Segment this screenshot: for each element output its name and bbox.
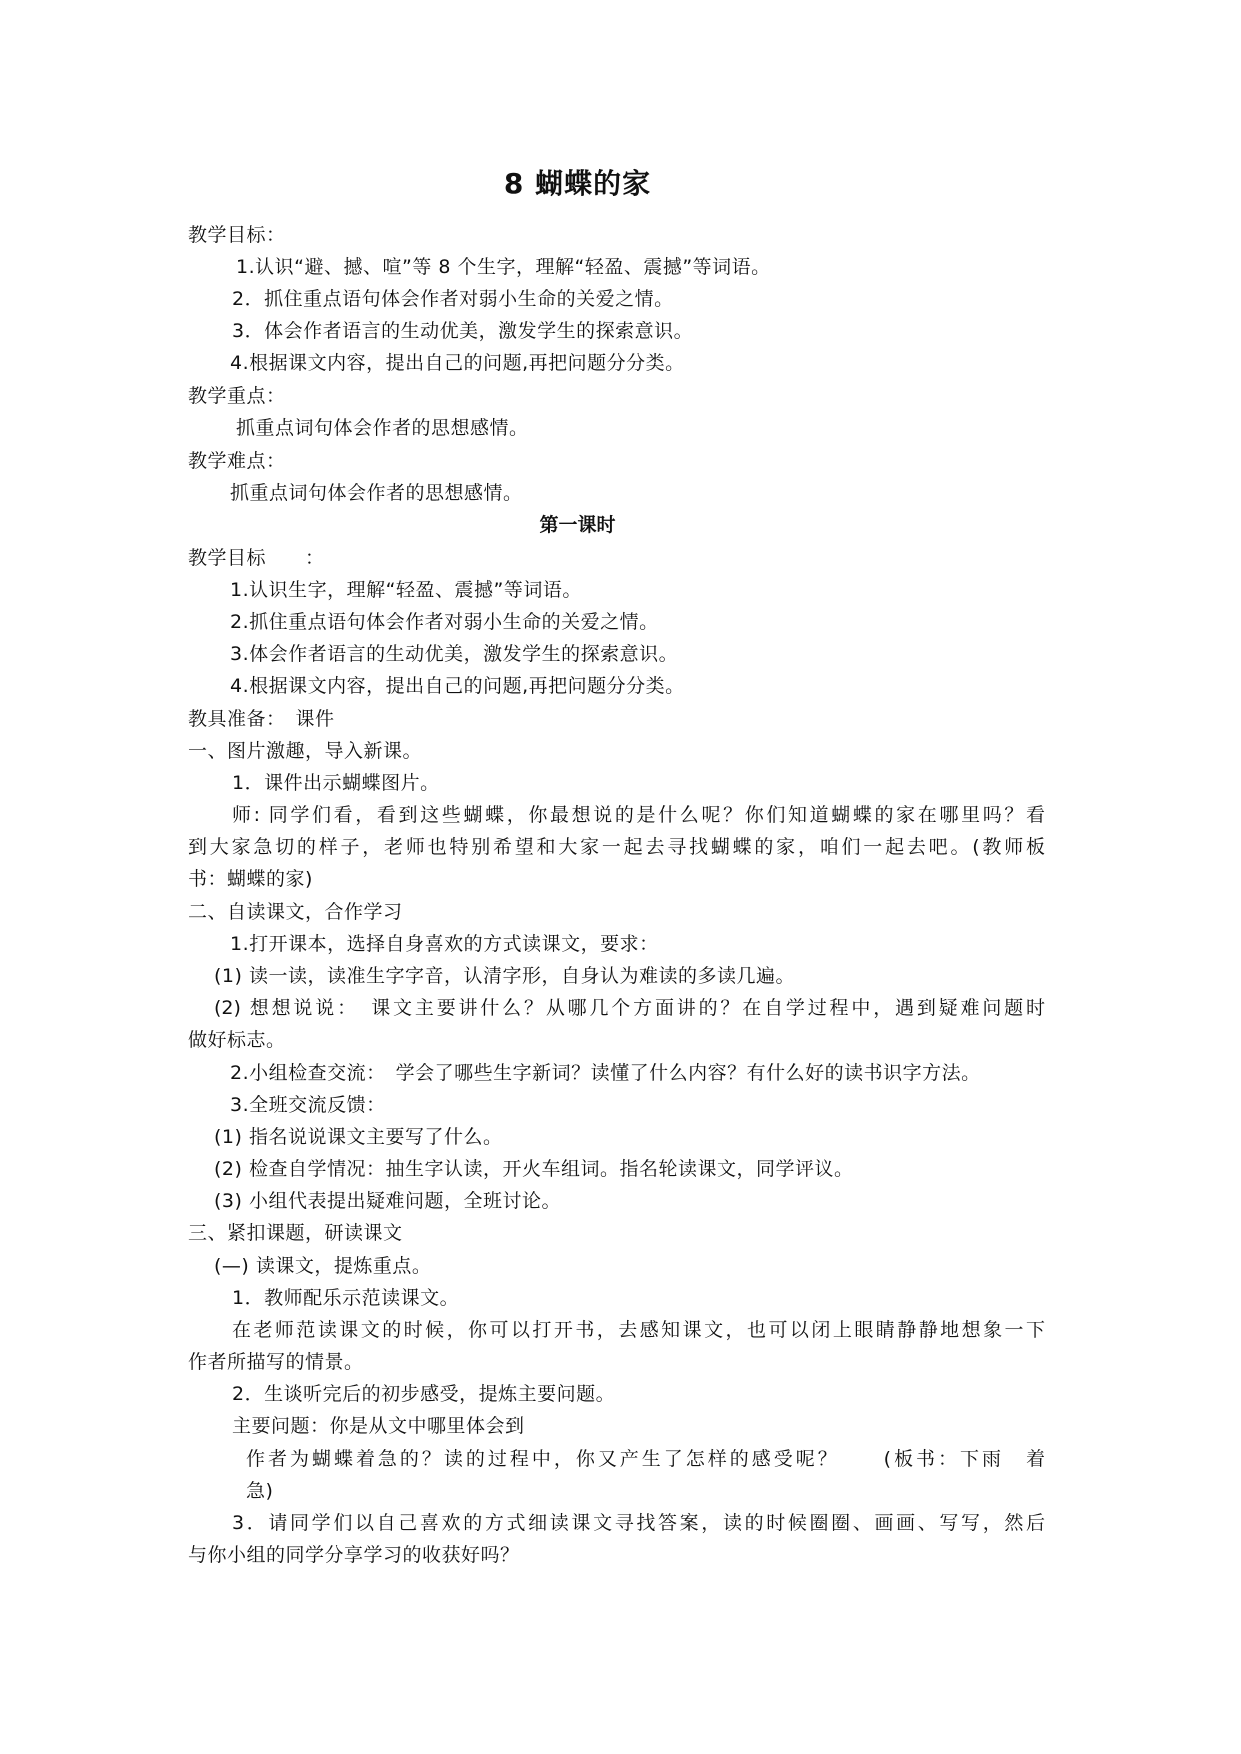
objective-line-3: 3．体会作者语言的生动优美，激发学生的探索意识。 xyxy=(232,320,694,342)
objective-line-4: 4.根据课文内容，提出自己的问题,再把问题分分类。 xyxy=(230,352,685,374)
difficulties-text: 抓重点词句体会作者的思想感情。 xyxy=(230,482,523,504)
step-2-3: 3.全班交流反馈： xyxy=(230,1094,386,1116)
lesson-objective-1: 1.认识生字，理解“轻盈、震撼”等词语。 xyxy=(230,579,582,601)
section-heading-lesson-objectives: 教学目标 ： xyxy=(188,547,325,569)
subsection-3-1: (—) 读课文，提炼重点。 xyxy=(214,1255,432,1277)
lesson-subtitle: 第一课时 xyxy=(539,514,616,536)
section-heading-key-points: 教学重点： xyxy=(188,385,286,407)
lesson-objective-4: 4.根据课文内容，提出自己的问题,再把问题分分类。 xyxy=(230,675,685,697)
step-2-2: 2.小组检查交流： 学会了哪些生字新词？读懂了什么内容？有什么好的读书识字方法。 xyxy=(230,1062,981,1084)
step-2-1-a: (1) 读一读，读准生字字音，认清字形，自身认为难读的多读几遍。 xyxy=(214,965,795,987)
lesson-objective-2: 2.抓住重点语句体会作者对弱小生命的关爱之情。 xyxy=(230,611,659,633)
step-1-1: 1．课件出示蝴蝶图片。 xyxy=(232,772,440,794)
step-2-3-c: (3) 小组代表提出疑难问题，全班讨论。 xyxy=(214,1190,561,1212)
paragraph-line: 作者所描写的情景。 xyxy=(188,1351,364,1373)
paragraph-line: 书：蝴蝶的家) xyxy=(188,868,313,890)
paragraph-line: 师: 同学们看，看到这些蝴蝶，你最想说的是什么呢？你们知道蝴蝶的家在哪里吗？看 xyxy=(232,804,1045,826)
step-2-1-b: (2) 想想说说： 课文主要讲什么？从哪几个方面讲的？在自学过程中，遇到疑难问题时 xyxy=(214,997,1045,1019)
paragraph-line: 与你小组的同学分享学习的收获好吗？ xyxy=(188,1544,520,1566)
paragraph-line: 做好标志。 xyxy=(188,1029,286,1051)
main-question-label: 主要问题：你是从文中哪里体会到 xyxy=(232,1415,525,1437)
key-points-text: 抓重点词句体会作者的思想感情。 xyxy=(236,417,529,439)
paragraph-line: 到大家急切的样子，老师也特别希望和大家一起去寻找蝴蝶的家，咱们一起去吧。(教师板 xyxy=(188,836,1045,858)
step-2-1: 1.打开课本，选择自身喜欢的方式读课文，要求： xyxy=(230,933,659,955)
section-1-heading: 一、图片激趣，导入新课。 xyxy=(188,740,423,762)
paragraph-line: 在老师范读课文的时候，你可以打开书，去感知课文，也可以闭上眼睛静静地想象一下 xyxy=(232,1319,1045,1341)
section-3-heading: 三、紧扣课题，研读课文 xyxy=(188,1222,403,1244)
step-2-3-b: (2) 检查自学情况：抽生字认读，开火车组词。指名轮读课文，同学评议。 xyxy=(214,1158,854,1180)
objective-line-1: 1.认识“避、撼、喧”等 8 个生字，理解“轻盈、震撼”等词语。 xyxy=(236,256,771,278)
section-heading-difficulties: 教学难点： xyxy=(188,450,286,472)
section-2-heading: 二、自读课文，合作学习 xyxy=(188,901,403,923)
section-heading-objectives: 教学目标： xyxy=(188,224,286,246)
page-title: 8 蝴蝶的家 xyxy=(503,167,652,200)
step-2-3-a: (1) 指名说说课文主要写了什么。 xyxy=(214,1126,503,1148)
teaching-aids: 教具准备： 课件 xyxy=(188,708,335,730)
objective-line-2: 2．抓住重点语句体会作者对弱小生命的关爱之情。 xyxy=(232,288,674,310)
step-3-2: 2．生谈听完后的初步感受，提炼主要问题。 xyxy=(232,1383,616,1405)
step-3-1: 1．教师配乐示范读课文。 xyxy=(232,1287,460,1309)
step-3-3: 3．请同学们以自己喜欢的方式细读课文寻找答案，读的时候圈圈、画画、写写，然后 xyxy=(232,1512,1045,1534)
lesson-objective-3: 3.体会作者语言的生动优美，激发学生的探索意识。 xyxy=(230,643,679,665)
paragraph-line: 急) xyxy=(246,1480,274,1502)
main-question-text: 作者为蝴蝶着急的？读的过程中，你又产生了怎样的感受呢？ (板书：下雨 着 xyxy=(246,1448,1045,1470)
